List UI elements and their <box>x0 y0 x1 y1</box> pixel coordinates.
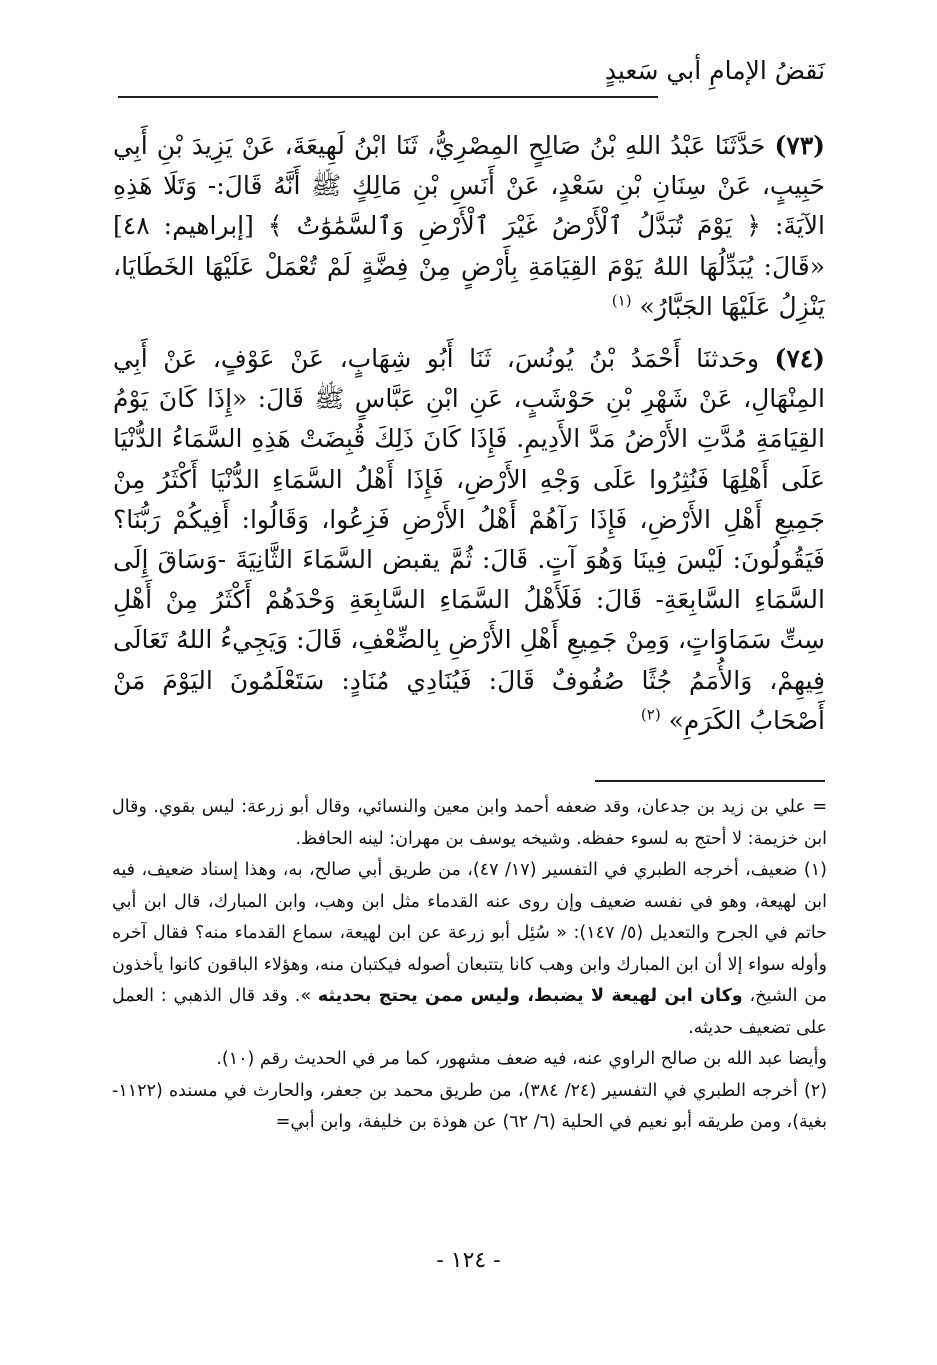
footnote-1-text-end: ». وقد قال الذهبي : العمل على تضعيف حديثه. <box>112 986 827 1038</box>
footnote-ref: (٢) <box>640 705 661 724</box>
footnote-2: (٢) أخرجه الطبري في التفسير (٢٤/ ٣٨٤)، من طريق محمد بن جعفر، والحارث في مسنده (١١٢٢- بغية)، ومن طريقه أبو نعيم في الحلية (٦/ ٦٢) عن هوذة بن خليفة، وابن أبي= <box>112 1080 828 1132</box>
footnote-1-text: (١) ضعيف، أخرجه الطبري في التفسير (١٧/ ٤٧)، من طريق أبي صالح، به، وهذا إسناد ضعيف، فيه ابن لهيعة، وهو في نفسه ضعيف وإن روى عنه القدماء مثل ابن وهب، وابن المبارك، قال ابن أبي حاتم في الجرح والتعديل (٥/ ١٤٧): « سُئِل أبو زرعة عن ابن لهيعة، سماع القدماء منه؟ فقال آخره وأوله سواء إلا أن ابن المبارك وابن وهب كانا يتتبعان أصوله فيكتبان منه، وهؤلاء الباقون كانوا يأخذون من الشيخ، <box>112 860 827 1006</box>
hadith-text: حَدَّثَنَا عَبْدُ اللهِ بْنُ صَالِحٍ المِصْرِيُّ، ثَنَا ابْنُ لَهِيعَةَ، عَنْ يَزِيدَ بْنِ أَبِي حَبِيبٍ، عَنْ سِنَانِ بْنِ سَعْدٍ، عَنْ أَنَسِ بْنِ مَالِكٍ ﷺ أَنَّهُ قَالَ:- وَتَلَا هَذِهِ الآيَةَ: ﴿ يَوْمَ تُبَدَّلُ ٱلْأَرْضُ غَيْرَ ٱلْأَرْضِ وَٱلسَّمَٰوَٰتُ ﴾ [إبراهيم: ٤٨] «قَالَ: يُبَدِّلُهَا اللهُ يَوْمَ القِيَامَةِ بِأَرْضٍ مِنْ فِضَّةٍ لَمْ تُعْمَلْ عَلَيْهَا الخَطَايَا، يَنْزِلُ عَلَيْهَا الجَبَّارُ» <box>113 131 825 321</box>
page-number: - ١٢٤ - <box>436 1248 501 1273</box>
hadith-number: (٧٣) <box>774 131 825 160</box>
footnote-ref: (١) <box>611 291 632 310</box>
hadith-text: وحَدثنَا أَحْمَدُ بْنُ يُونُسَ، ثَنَا أَبُو شِهَابٍ، عَنْ عَوْفٍ، عَنْ أَبِي المِنْهَالِ، عَنْ شَهْرِ بْنِ حَوْشَبٍ، عَنِ ابْنِ عَبَّاسٍ ﷺ قَالَ: «إِذَا كَانَ يَوْمُ القِيَامَةِ مُدَّتِ الأَرْضُ مَدَّ الأَدِيمِ. فَإِذَا كَانَ ذَلِكَ قُبِضَتْ هَذِهِ السَّمَاءُ الدُّنْيَا عَلَى أَهْلِهَا فَنُثِرُوا عَلَى وَجْهِ الأَرْضِ، فَإِذَا أَهْلُ السَّمَاءِ الدُّنْيَا أَكْثَرُ مِنْ جَمِيعِ أَهْلِ الأَرْضِ، فَإِذَا رَآهُمْ أَهْلُ الأَرْضِ فَزِعُوا، وَقَالُوا: أَفِيكُمْ رَبُّنَا؟ فَيَقُولُونَ: لَيْسَ فِينَا وَهُوَ آتٍ. قَالَ: ثُمَّ يقبض السَّمَاءَ الثَّانِيَةَ -وَسَاقَ إِلَى السَّمَاءِ السَّابِعَةِ- قَالَ: فَلَأَهْلُ السَّمَاءِ السَّابِعَةِ وَحْدَهُمْ أَكْثَرُ مِنْ أَهْلِ سِتِّ سَمَاوَاتٍ، وَمِنْ جَمِيعِ أَهْلِ الأَرْضِ بِالضِّعْفِ، قَالَ: وَيَجِيءُ اللهُ تَعَالَى فِيهِمْ، وَالأُمَمُ جُثًا صُفُوفٌ قَالَ: فَيُنَادِي مُنَادٍ: سَتَعْلَمُونَ اليَوْمَ مَنْ أَصْحَابُ الكَرَمِ» <box>113 344 825 735</box>
main-text <box>113 126 825 753</box>
running-header-title: نَقضُ الإمامِ أبي سَعيدٍ <box>604 56 825 85</box>
footnote-1-extra: وأيضا عبد الله بن صالح الراوي عنه، فيه ضعف مشهور، كما مر في الحديث رقم (١٠). <box>216 1049 827 1069</box>
footnote-separator <box>595 780 825 782</box>
hadith-number: (٧٤) <box>774 344 826 374</box>
hadith-74 <box>113 339 825 741</box>
hadith-73 <box>113 126 825 327</box>
footnotes <box>112 792 827 1139</box>
footnote-1 <box>112 855 827 1044</box>
footnote-1-bold-quote: وكان ابن لهيعة لا يضبط، وليس ممن يحتج بحديثه <box>317 986 743 1006</box>
header-rule <box>118 96 658 98</box>
footnote-continuation: = علي بن زيد بن جدعان، وقد ضعفه أحمد وابن معين والنسائي، وقال أبو زرعة: ليس بقوي. وقال ابن خزيمة: لا أحتج به لسوء حفظه. وشيخه يوسف بن مهران: لينه الحافظ. <box>112 797 827 849</box>
